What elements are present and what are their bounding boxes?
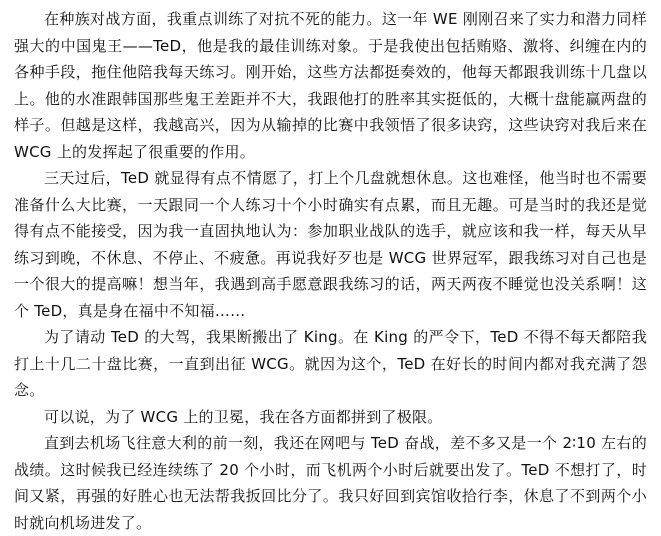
paragraph-5: 直到去机场飞往意大利的前一刻，我还在网吧与 TeD 奋战，差不多又是一个 2∶10 左右的战绩。这时候我已经连续练了 20 个小时，而飞机两个小时后就要出发了。TeD 不想打了，时间又紧，再强的好胜心也无法帮我扳回比分了。我只好回到宾馆收拾行李，休息了不到两个小时就向机场进发了。 (14, 434, 647, 532)
paragraph-1: 在种族对战方面，我重点训练了对抗不死的能力。这一年 WE 刚刚召来了实力和潜力同样强大的中国鬼王——TeD，他是我的最佳训练对象。于是我使出包括贿赂、激将、纠缠在内的各种手段，拖住他陪我每天练习。刚开始，这些方法都挺奏效的，他每天都跟我训练十几盘以上。他的水准跟韩国那些鬼王差距并不大，我跟他打的胜率其实挺低的，大概十盘能赢两盘的样子。但越是这样，我越高兴，因为从输掉的比赛中我领悟了很多诀窍，这些诀窍对我后来在 WCG 上的发挥起了很重要的作用。 (14, 10, 647, 161)
paragraph-4: 可以说，为了 WCG 上的卫冕，我在各方面都拼到了极限。 (44, 407, 443, 426)
paragraph-3: 为了请动 TeD 的大驾，我果断搬出了 King。在 King 的严令下，TeD 不得不每天都陪我打上十几二十盘比赛，一直到出征 WCG。就因为这个，TeD 在好长的时间内都对我充满了怨念。 (14, 328, 647, 399)
paragraph-2: 三天过后，TeD 就显得有点不情愿了，打上个几盘就想休息。这也难怪，他当时也不需要准备什么大比赛，一天跟同一个人练习十个小时确实有点累，而且无趣。可是当时的我还是觉得有点不能接受，因为我一直固执地认为：参加职业战队的选手，就应该和我一样，每天从早练习到晚，不休息、不停止、不疲惫。再说我好歹也是 WCG 世界冠军，跟我练习对自己也是一个很大的提高嘛！想当年，我遇到高手愿意跟我练习的话，两天两夜不睡觉也没关系啊！这个 TeD，真是身在福中不知福…… (14, 169, 647, 320)
